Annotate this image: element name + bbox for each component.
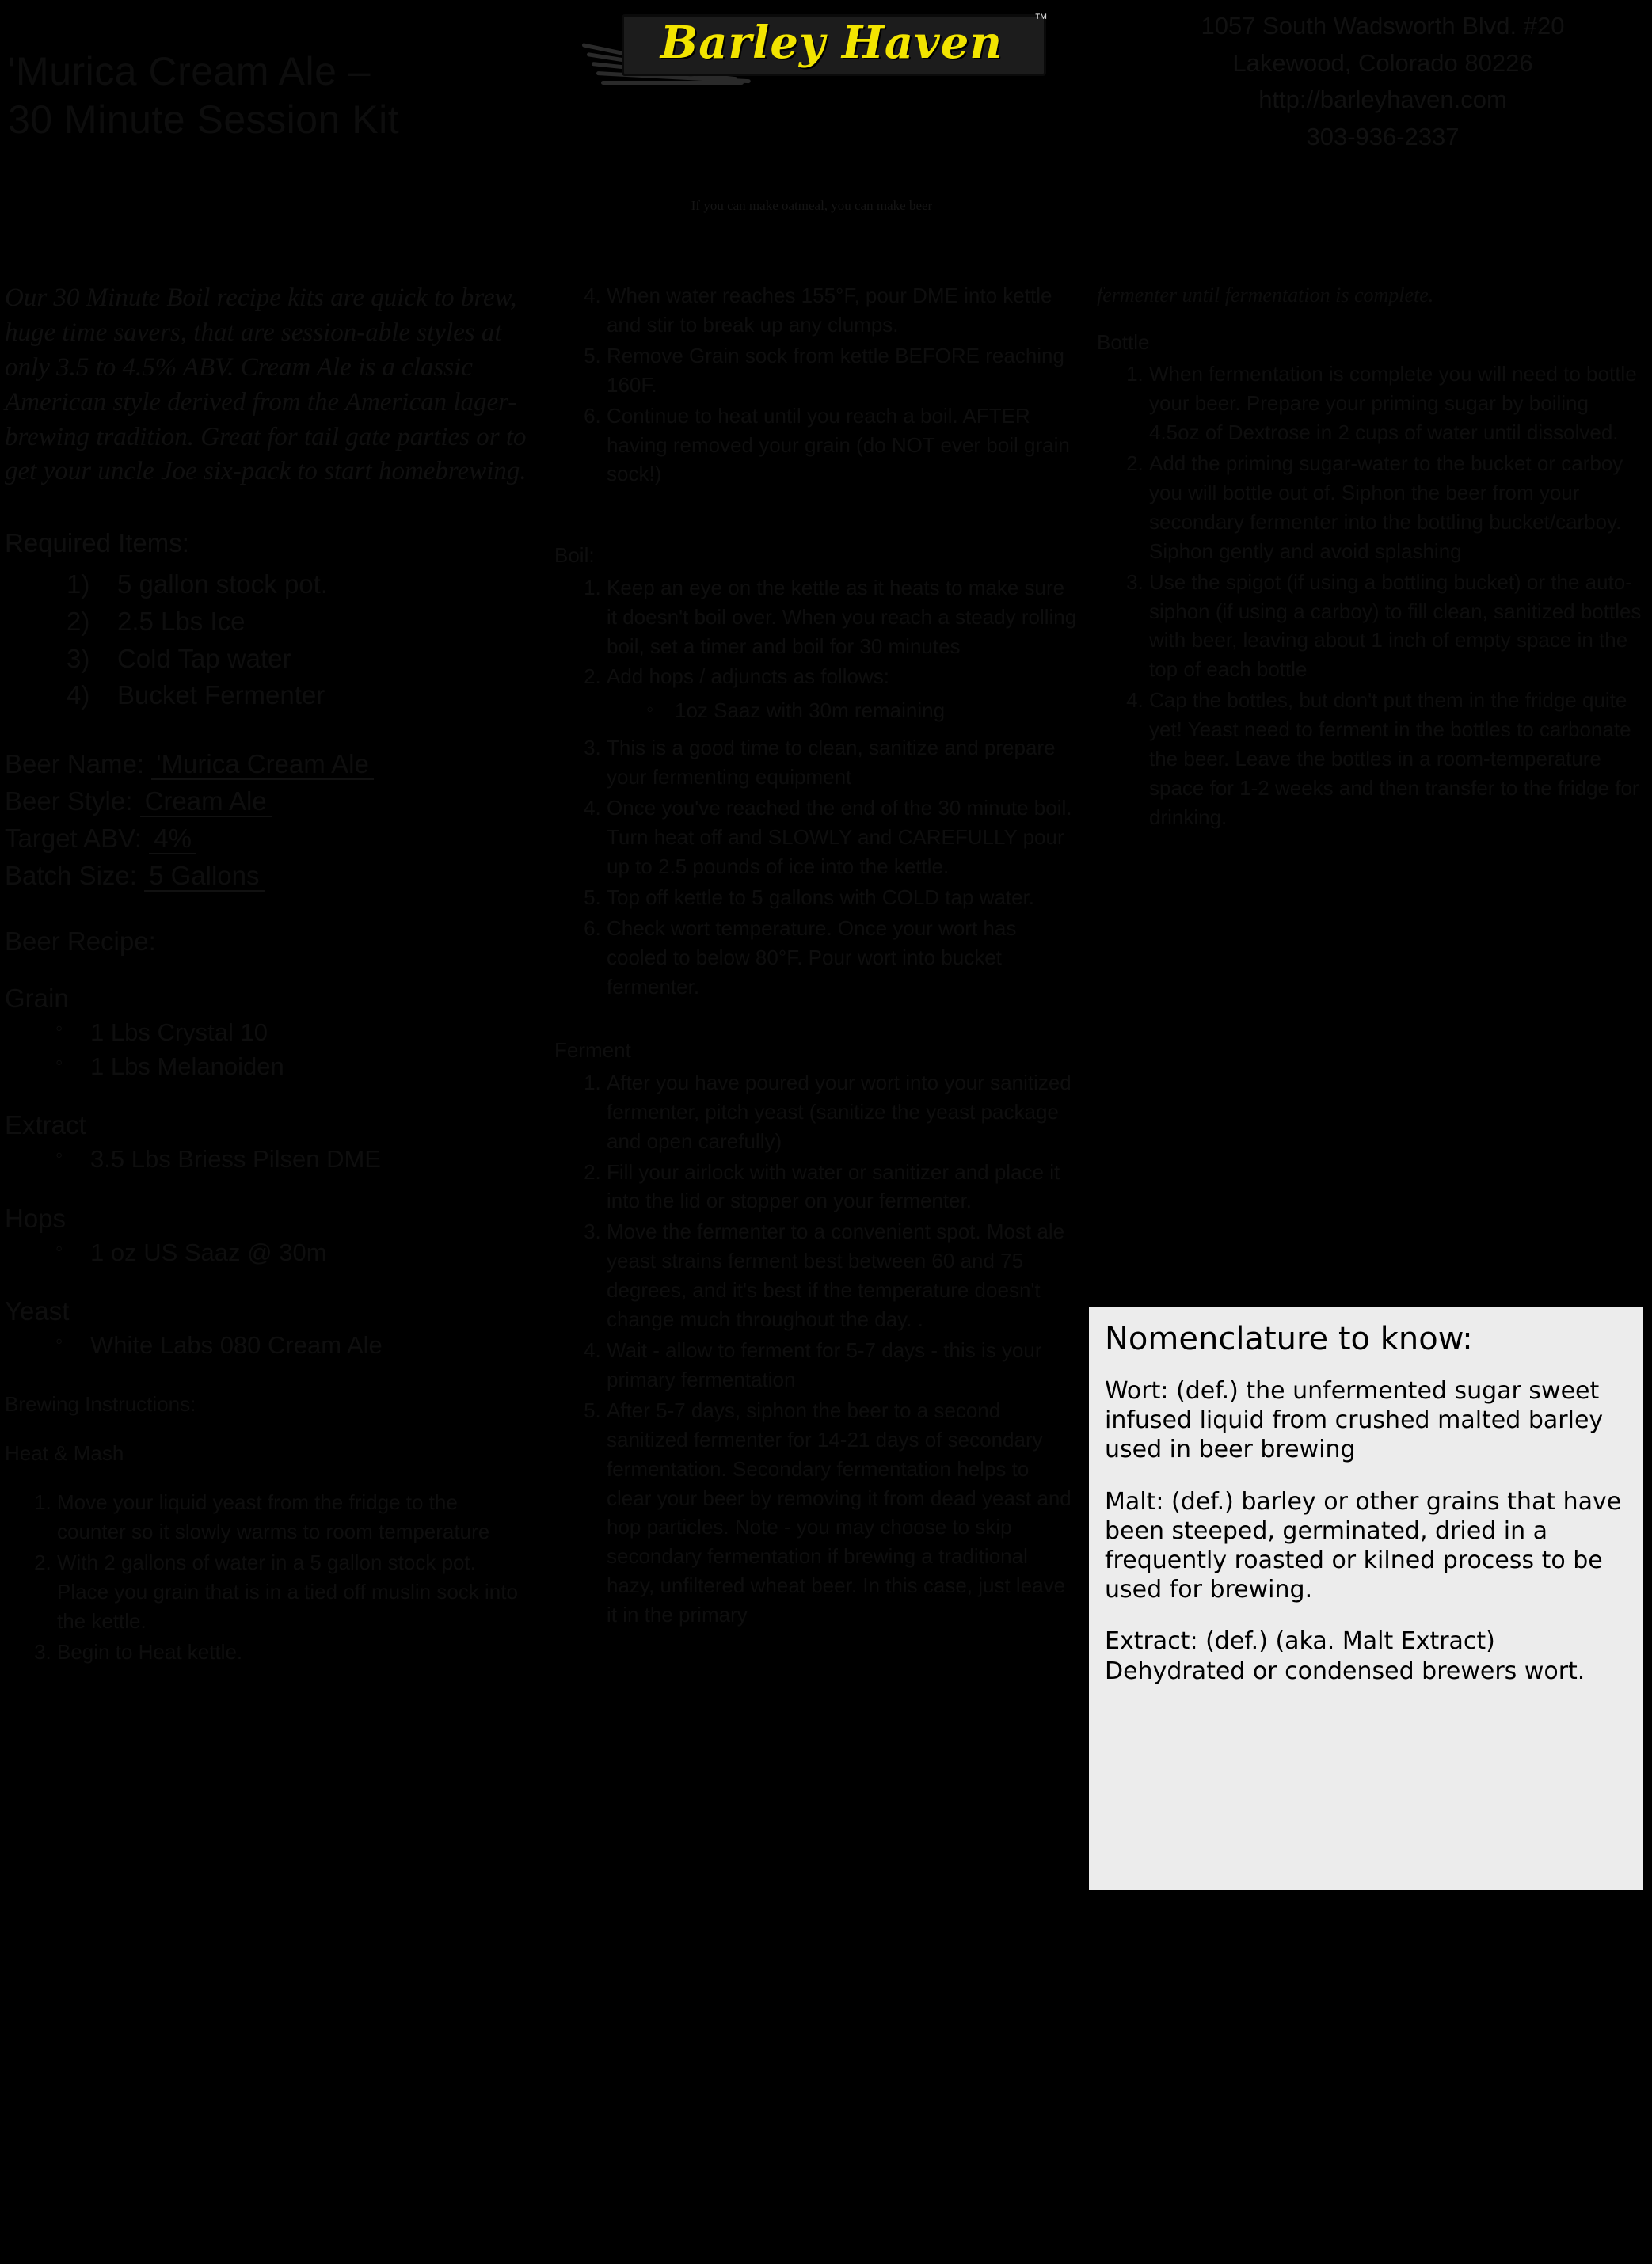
hop-addition-list bbox=[607, 696, 1077, 725]
field-value: Cream Ale bbox=[140, 786, 272, 817]
list-item: 6. Check wort temperature. Once your wort has cooled to below 80°F. Pour wort into bucket fermenter. bbox=[607, 914, 1077, 1002]
item-number: 2) bbox=[67, 606, 90, 636]
kit-title-line1: 'Murica Cream Ale – bbox=[8, 49, 371, 93]
list-item bbox=[67, 641, 527, 678]
ferment-steps bbox=[554, 1068, 1077, 1630]
list-item: ◦ 1oz Saaz with 30m remaining bbox=[643, 696, 1077, 725]
list-item: 2. With 2 gallons of water in a 5 gallon stock pot. Place you grain that is in a tied off muslin sock into the kettle. bbox=[57, 1548, 527, 1636]
nomenclature-entry-extract: Extract: (def.) (aka. Malt Extract) Dehydrated or condensed brewers wort. bbox=[1105, 1627, 1585, 1685]
list-item: 1. Move your liquid yeast from the fridge to the counter so it slowly warms to room temperature bbox=[57, 1488, 527, 1547]
list-item: ◦ 1 Lbs Melanoiden bbox=[49, 1049, 527, 1083]
field-beer-style bbox=[5, 783, 527, 820]
heat-mash-steps bbox=[5, 1488, 527, 1666]
extract-list bbox=[5, 1142, 527, 1176]
required-items-heading: Required Items: bbox=[5, 528, 189, 558]
field-label: Beer Style: bbox=[5, 786, 133, 816]
contact-info bbox=[1129, 8, 1636, 155]
list-item: ◦ 1 Lbs Crystal 10 bbox=[49, 1015, 527, 1049]
item-label: Cold Tap water bbox=[117, 643, 291, 673]
list-item: 1. Keep an eye on the kettle as it heats to make sure it doesn't boil over. When you reach a steady rolling boil, set a timer and boil for 30 minutes bbox=[607, 573, 1077, 661]
list-item: 3. Use the spigot (if using a bottling bucket) or the auto-siphon (if using a carboy) to fill clean, sanitized bottles with beer, leaving about 1 inch of empty space in the top of each bottle bbox=[1149, 568, 1643, 685]
list-item: 3. This is a good time to clean, sanitize and prepare your fermenting equipment bbox=[607, 733, 1077, 792]
page-header bbox=[0, 0, 1652, 213]
list-item: 1. When fermentation is complete you will need to bottle your beer. Prepare your priming sugar by boiling 4.5oz of Dextrose in 2 cups of water until dissolved. bbox=[1149, 360, 1643, 447]
list-item: 5. Remove Grain sock from kettle BEFORE reaching 160F. bbox=[607, 341, 1077, 400]
item-number: 1) bbox=[67, 569, 90, 599]
spacer bbox=[5, 1471, 527, 1488]
heat-mash-steps-continued bbox=[554, 281, 1077, 489]
brewing-instructions-heading: Brewing Instructions: bbox=[5, 1391, 196, 1416]
item-label: Bucket Fermenter bbox=[117, 680, 325, 710]
brand-tagline: If you can make oatmeal, you can make beer bbox=[691, 198, 933, 213]
grain-heading: Grain bbox=[5, 983, 69, 1013]
column-left bbox=[5, 281, 527, 1688]
list-item bbox=[67, 603, 527, 641]
trademark-symbol: ™ bbox=[1034, 11, 1048, 26]
list-item: 3. Begin to Heat kettle. bbox=[57, 1638, 527, 1667]
list-item: 4. Once you've reached the end of the 30 minute boil. Turn heat off and SLOWLY and CAREFULLY pour up to 2.5 pounds of ice into the kettle. bbox=[607, 793, 1077, 881]
yeast-heading: Yeast bbox=[5, 1296, 70, 1326]
item-number: 3) bbox=[67, 643, 90, 673]
step-text: Add hops / adjuncts as follows: bbox=[607, 664, 889, 689]
website-url[interactable]: http://barleyhaven.com bbox=[1258, 86, 1507, 113]
field-value: 4% bbox=[149, 824, 196, 854]
list-item bbox=[67, 566, 527, 603]
grain-list bbox=[5, 1015, 527, 1084]
column-right bbox=[1097, 281, 1643, 853]
list-item: 4. Wait - allow to ferment for 5-7 days - this is your primary fermentation bbox=[607, 1336, 1077, 1395]
list-item: 2. Fill your airlock with water or sanitizer and place it into the lid or stopper on your fermenter. bbox=[607, 1158, 1077, 1216]
list-item: 5. After 5-7 days, siphon the beer to a second sanitized fermenter for 14-21 days of secondary fermentation. Secondary fermentation helps to clear your beer by removing it from dead yeast and hop particles. Note - you may choose to skip secondary fermentation if brewing a traditional hazy, unfiltered wheat beer. In this case, just leave it in the primary bbox=[607, 1396, 1077, 1630]
list-item bbox=[67, 677, 527, 714]
logo-art bbox=[574, 8, 1049, 95]
bottle-steps bbox=[1097, 360, 1643, 832]
required-items-list bbox=[5, 566, 527, 714]
list-item: 6. Continue to heat until you reach a boil. AFTER having removed your grain (do NOT ever boil grain sock!) bbox=[607, 401, 1077, 489]
bottle-heading: Bottle bbox=[1097, 329, 1150, 354]
extract-heading: Extract bbox=[5, 1110, 86, 1140]
spacer bbox=[554, 1022, 1077, 1036]
field-batch-size bbox=[5, 858, 527, 895]
phone-number: 303-936-2337 bbox=[1306, 122, 1460, 150]
hops-list bbox=[5, 1235, 527, 1269]
list-item: ◦ White Labs 080 Cream Ale bbox=[49, 1328, 527, 1362]
nomenclature-box bbox=[1089, 1307, 1643, 1890]
field-beer-name bbox=[5, 746, 527, 783]
heat-mash-heading: Heat & Mash bbox=[5, 1441, 124, 1466]
nomenclature-entry-malt: Malt: (def.) barley or other grains that have been steeped, germinated, dried in a frequently roasted or kilned process to be used for brewing. bbox=[1105, 1487, 1622, 1604]
spacer bbox=[5, 1421, 527, 1439]
field-label: Beer Name: bbox=[5, 749, 145, 779]
nomenclature-entry-wort: Wort: (def.) the unfermented sugar sweet infused liquid from crushed malted barley used in beer brewing bbox=[1105, 1377, 1604, 1464]
list-item: ◦ 3.5 Lbs Briess Pilsen DME bbox=[49, 1142, 527, 1176]
address-line-1: 1057 South Wadsworth Blvd. #20 bbox=[1201, 12, 1565, 40]
list-item: 4. When water reaches 155°F, pour DME into kettle and stir to break up any clumps. bbox=[607, 281, 1077, 340]
boil-steps bbox=[554, 573, 1077, 1002]
list-item: 2. Add the priming sugar-water to the bucket or carboy you will bottle out of. Siphon the beer from your secondary fermenter into the bottling bucket/carboy. Siphon gently and avoid splashing bbox=[1149, 449, 1643, 566]
recipe-heading: Beer Recipe: bbox=[5, 926, 156, 956]
field-label: Batch Size: bbox=[5, 860, 137, 890]
ferment-continuation: fermenter until fermentation is complete. bbox=[1097, 283, 1434, 306]
hops-heading: Hops bbox=[5, 1203, 67, 1233]
intro-paragraph: Our 30 Minute Boil recipe kits are quick to brew, huge time savers, that are session-able styles at only 3.5 to 4.5% ABV. Cream Ale is a classic American style derived from the American lager-brewing tradition. Great for tail gate parties or to get your uncle Joe six-pack to start homebrewing. bbox=[5, 283, 527, 486]
field-value: 'Murica Cream Ale bbox=[151, 749, 374, 780]
list-item: 3. Move the fermenter to a convenient spot. Most ale yeast strains ferment best between 60 and 75 degrees, and it's best if the temperature doesn't change much throughout the day. . bbox=[607, 1217, 1077, 1334]
item-label: 2.5 Lbs Ice bbox=[117, 606, 246, 636]
list-item: ◦ 1 oz US Saaz @ 30m bbox=[49, 1235, 527, 1269]
column-middle bbox=[554, 281, 1077, 1650]
brand-logo bbox=[566, 8, 1057, 99]
address-line-2: Lakewood, Colorado 80226 bbox=[1232, 48, 1533, 77]
boil-heading: Boil: bbox=[554, 543, 595, 568]
beer-spec-fields bbox=[5, 746, 527, 894]
spacer bbox=[554, 509, 1077, 541]
list-item: 5. Top off kettle to 5 gallons with COLD tap water. bbox=[607, 883, 1077, 912]
list-item: 1. After you have poured your wort into your sanitized fermenter, pitch yeast (sanitize the yeast package and open carefully) bbox=[607, 1068, 1077, 1156]
item-label: 5 gallon stock pot. bbox=[117, 569, 328, 599]
kit-title bbox=[8, 48, 546, 144]
list-item: 4. Cap the bottles, but don't put them in the fridge quite yet! Yeast need to ferment in the bottles to carbonate the beer. Leave the bottles in a room-temperature space for 1-2 weeks and then transfer to the fridge for drinking. bbox=[1149, 686, 1643, 832]
field-value: 5 Gallons bbox=[144, 861, 264, 892]
item-number: 4) bbox=[67, 680, 90, 710]
list-item bbox=[607, 662, 1077, 725]
nomenclature-heading: Nomenclature to know: bbox=[1105, 1321, 1473, 1357]
logo-wordmark: Barley Haven bbox=[660, 17, 1003, 69]
ferment-heading: Ferment bbox=[554, 1038, 631, 1063]
field-label: Target ABV: bbox=[5, 823, 143, 853]
kit-title-line2: 30 Minute Session Kit bbox=[8, 97, 400, 142]
yeast-list bbox=[5, 1328, 527, 1362]
field-target-abv bbox=[5, 820, 527, 858]
